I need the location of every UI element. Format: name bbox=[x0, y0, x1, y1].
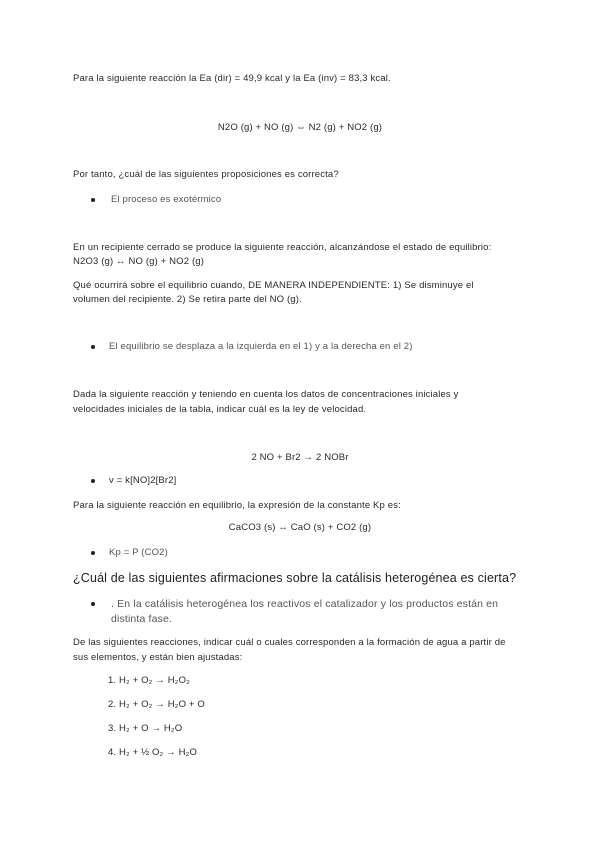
q1-answer: El proceso es exotérmico bbox=[111, 194, 222, 205]
bullet-icon bbox=[91, 551, 95, 555]
q6-option-3: 3. H₂ + O → H₂O bbox=[108, 723, 183, 734]
q1-question: Por tanto, ¿cuál de las siguientes proposiciones es correcta? bbox=[73, 169, 339, 180]
q3-equation: 2 NO + Br2 → 2 NOBr bbox=[251, 452, 349, 463]
q2-answer: El equilibrio se desplaza a la izquierda en el 1) y a la derecha en el 2) bbox=[109, 341, 413, 352]
q3-line2: velocidades iniciales de la tabla, indicar cuál es la ley de velocidad. bbox=[73, 404, 367, 415]
q6-line1: De las siguientes reacciones, indicar cuál o cuales corresponden a la formación de agua a partir de bbox=[73, 637, 506, 648]
q3-line1: Dada la siguiente reacción y teniendo en cuenta los datos de concentraciones iniciales y bbox=[73, 389, 459, 400]
q1-intro: Para la siguiente reacción la Ea (dir) = 49,9 kcal y la Ea (inv) = 83,3 kcal. bbox=[73, 73, 391, 84]
bullet-icon bbox=[91, 479, 95, 483]
q3-answer: v = k[NO]2[Br2] bbox=[109, 475, 177, 486]
q5-answer-line1: . En la catálisis heterogénea los reactivos el catalizador y los productos están en bbox=[111, 598, 499, 610]
q2-line1: En un recipiente cerrado se produce la siguiente reacción, alcanzándose el estado de equilibrio: bbox=[73, 242, 492, 253]
bullet-icon bbox=[91, 198, 95, 202]
q6-line2: sus elementos, y están bien ajustadas: bbox=[73, 652, 243, 663]
q2-line4: volumen del recipiente. 2) Se retira parte del NO (g). bbox=[73, 294, 302, 305]
q4-answer: Kp = P (CO2) bbox=[109, 547, 168, 558]
bullet-icon bbox=[91, 602, 95, 606]
q1-equation: N2O (g) + NO (g) ⇔ N2 (g) + NO2 (g) bbox=[217, 122, 383, 133]
q2-line3: Qué ocurrirá sobre el equilibrio cuando, DE MANERA INDEPENDIENTE: 1) Se disminuye el bbox=[73, 280, 474, 291]
q6-option-2: 2. H₂ + O₂ → H₂O + O bbox=[108, 699, 205, 710]
q4-equation: CaCO3 (s) ↔ CaO (s) + CO2 (g) bbox=[228, 522, 372, 533]
q6-option-4: 4. H₂ + ½ O₂ → H₂O bbox=[108, 747, 197, 758]
q6-option-1: 1. H₂ + O₂ → H₂O₂ bbox=[108, 675, 190, 686]
q4-question: Para la siguiente reacción en equilibrio, la expresión de la constante Kp es: bbox=[73, 500, 401, 511]
bullet-icon bbox=[91, 345, 95, 349]
q2-equation: N2O3 (g) ↔ NO (g) + NO2 (g) bbox=[73, 256, 205, 267]
q5-question: ¿Cuál de las siguientes afirmaciones sobre la catálisis heterogénea es cierta? bbox=[73, 571, 517, 585]
q5-answer-line2: distinta fase. bbox=[111, 613, 173, 625]
